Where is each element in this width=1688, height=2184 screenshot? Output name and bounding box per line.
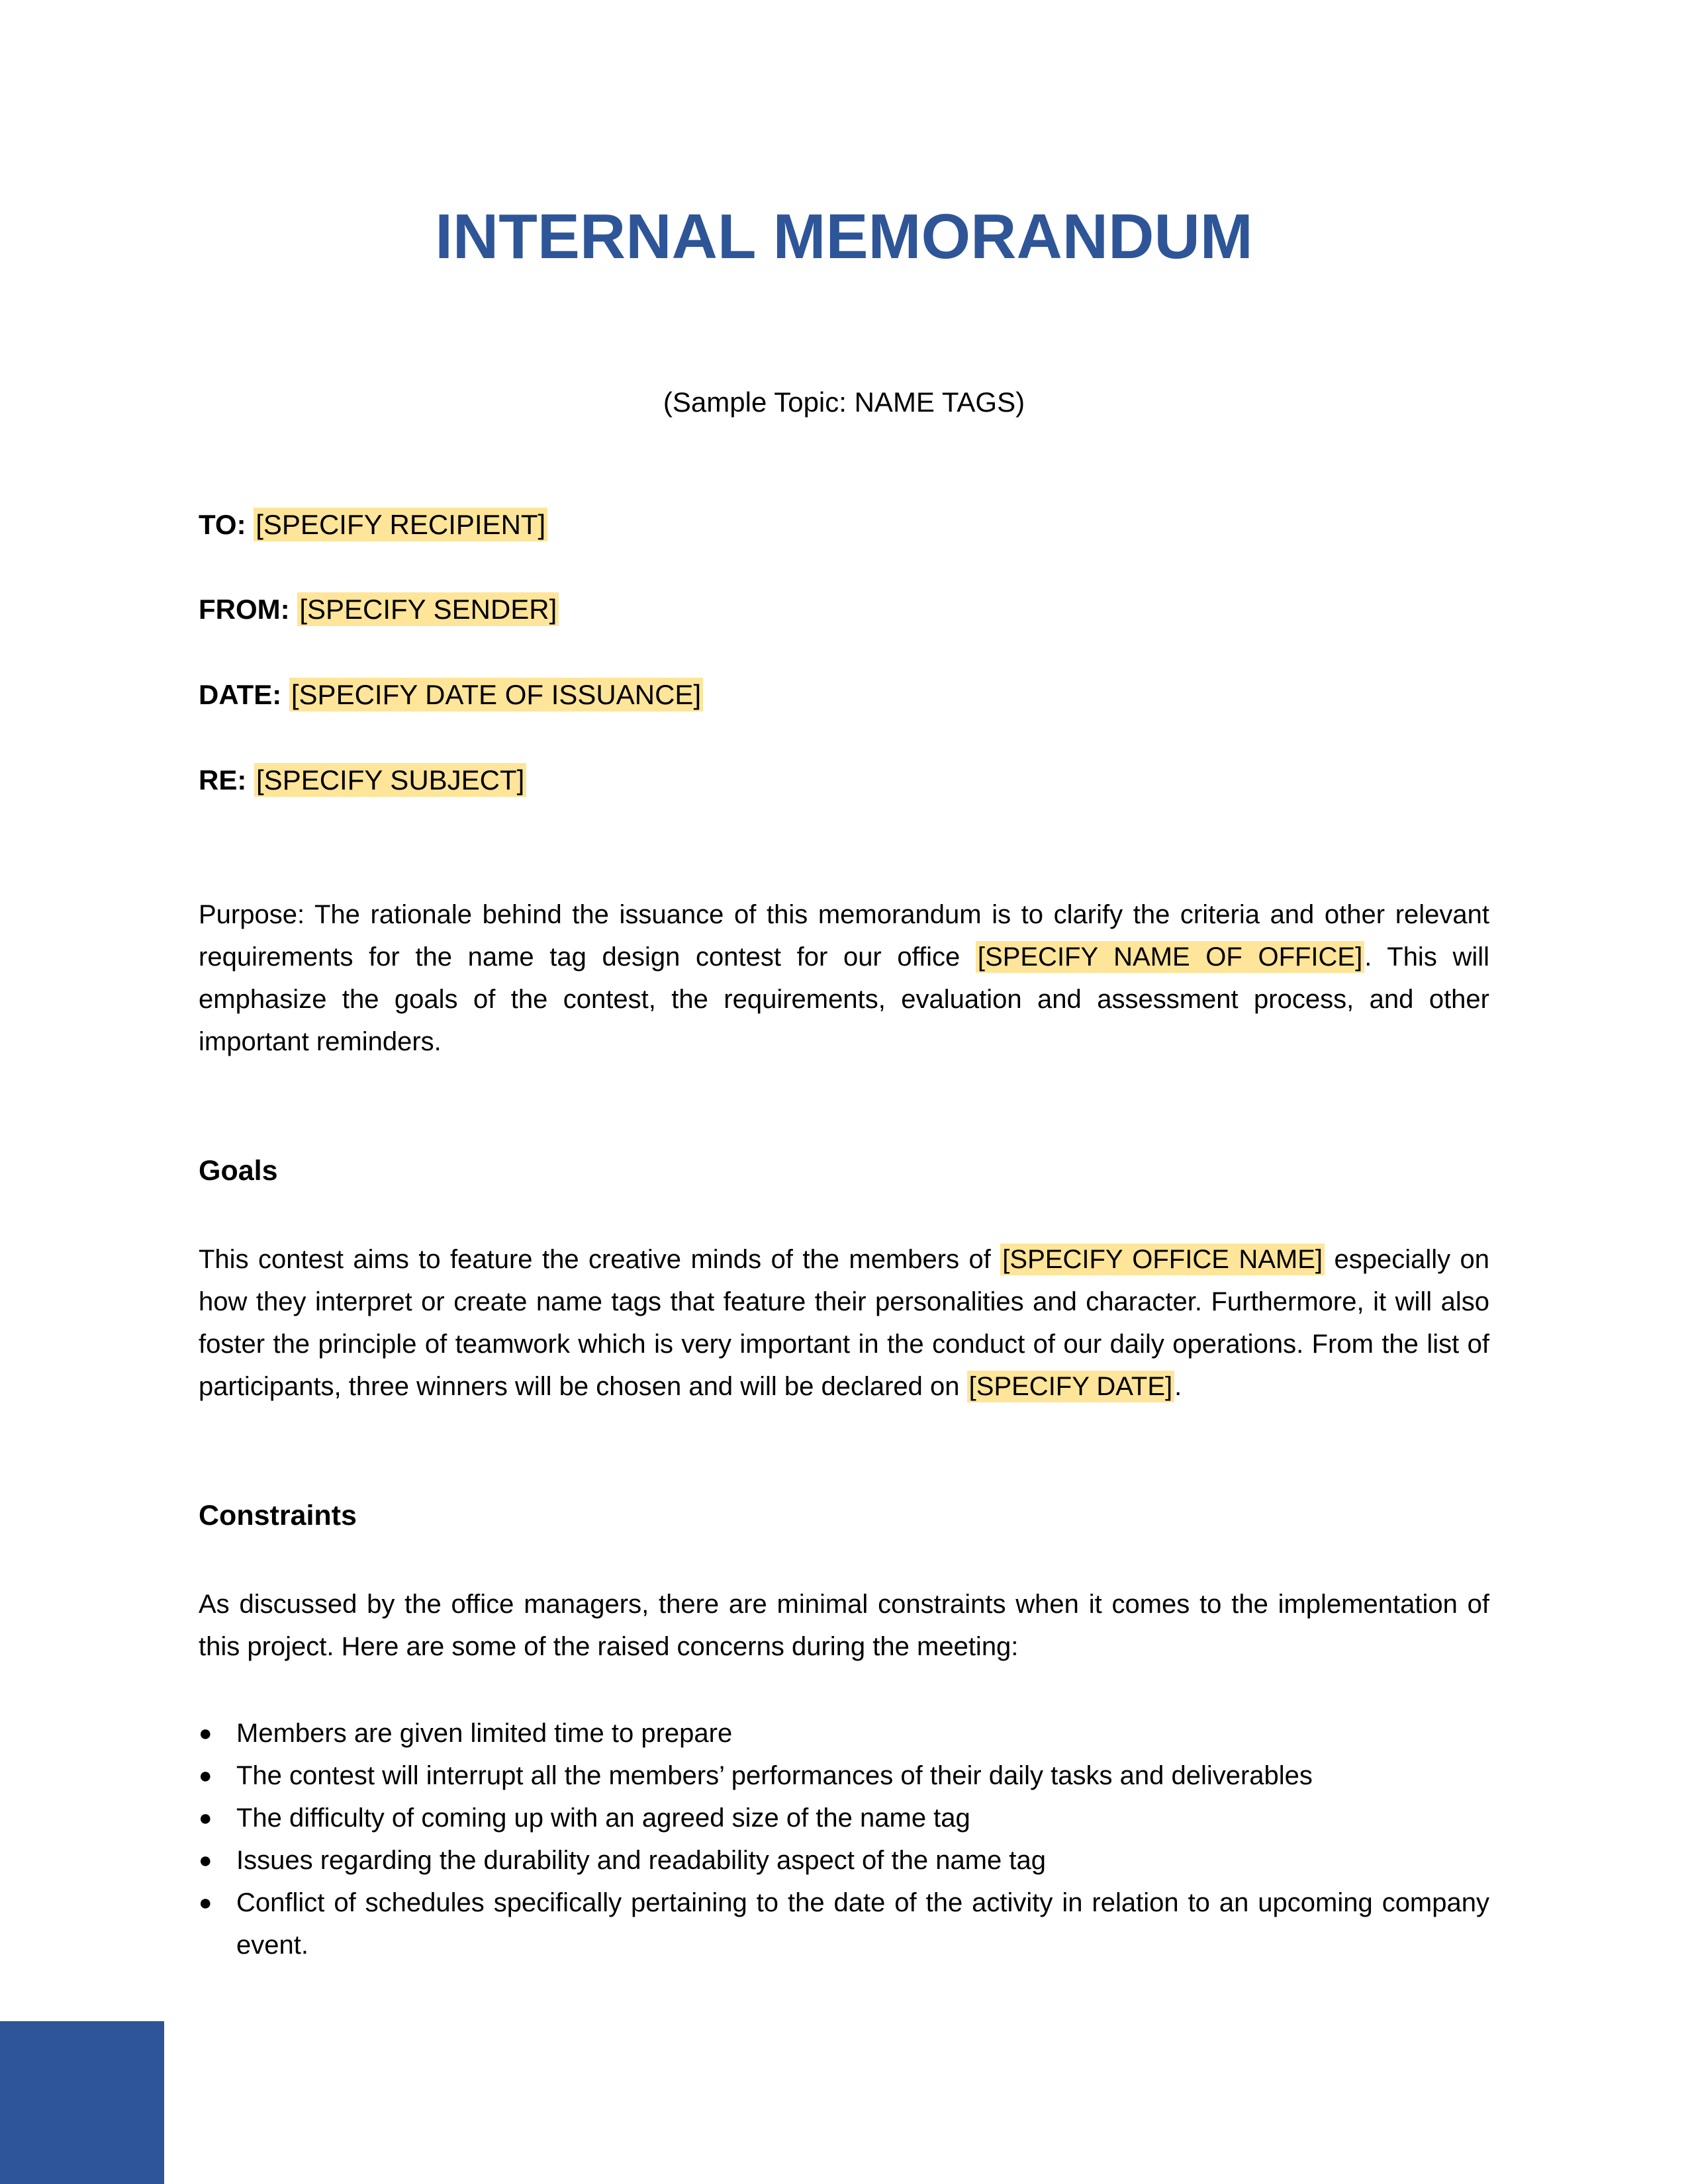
goals-heading: Goals bbox=[199, 1155, 278, 1187]
constraints-intro: As discussed by the office managers, there are minimal constraints when it comes to the implementation of this project. Here are some of the raised concerns during the meeting: bbox=[199, 1590, 1489, 1661]
date-field bbox=[199, 678, 703, 711]
bullet-icon: ● bbox=[199, 1721, 212, 1746]
from-label: FROM: bbox=[199, 594, 290, 625]
bullet-icon: ● bbox=[199, 1890, 212, 1915]
goals-office-placeholder: [SPECIFY OFFICE NAME] bbox=[1000, 1244, 1325, 1275]
memo-subtitle: (Sample Topic: NAME TAGS) bbox=[663, 387, 1025, 418]
goals-text-before: This contest aims to feature the creative minds of the members of bbox=[199, 1245, 1001, 1274]
list-item bbox=[199, 1882, 1489, 1966]
goals-paragraph bbox=[199, 1238, 1489, 1408]
to-label: TO: bbox=[199, 509, 246, 540]
to-field bbox=[199, 508, 547, 541]
list-item-text: The difficulty of coming up with an agreed size of the name tag bbox=[236, 1803, 970, 1833]
list-item bbox=[199, 1797, 1489, 1839]
list-item-text: Members are given limited time to prepare bbox=[236, 1719, 733, 1748]
goals-date-placeholder: [SPECIFY DATE] bbox=[967, 1371, 1174, 1402]
re-field bbox=[199, 764, 526, 797]
purpose-office-placeholder: [SPECIFY NAME OF OFFICE] bbox=[976, 941, 1364, 973]
from-value: [SPECIFY SENDER] bbox=[297, 592, 559, 626]
purpose-text-before: Purpose: The rationale behind the issuance of this memorandum is to clarify the criteria and other relevant requirements for the name tag design contest for our office bbox=[199, 900, 1489, 972]
goals-text-after: . bbox=[1174, 1372, 1182, 1401]
re-value: [SPECIFY SUBJECT] bbox=[254, 763, 526, 797]
goals-text-middle: especially on how they interpret or create name tags that feature their personalities and character. Furthermore, it will also foster the principle of teamwork which is very important in the conduct of our daily operations. From the list of participants, three winners will be chosen and will be declared on bbox=[199, 1245, 1490, 1401]
list-item-text: Conflict of schedules specifically pertaining to the date of the activity in relation to an upcoming company event. bbox=[236, 1888, 1489, 1960]
from-field bbox=[199, 593, 559, 626]
memo-title: INTERNAL MEMORANDUM bbox=[435, 201, 1253, 272]
list-item-text: The contest will interrupt all the members’ performances of their daily tasks and deliverables bbox=[236, 1761, 1313, 1790]
constraints-list bbox=[199, 1712, 1489, 1966]
bullet-icon: ● bbox=[199, 1763, 212, 1788]
list-item bbox=[199, 1839, 1489, 1882]
constraints-heading: Constraints bbox=[199, 1500, 357, 1531]
list-item bbox=[199, 1712, 1489, 1754]
purpose-text-after: . This will emphasize the goals of the contest, the requirements, evaluation and assessment process, and other important reminders. bbox=[199, 942, 1489, 1056]
date-value: [SPECIFY DATE OF ISSUANCE] bbox=[289, 678, 703, 711]
list-item-text: Issues regarding the durability and readability aspect of the name tag bbox=[236, 1846, 1046, 1875]
date-label: DATE: bbox=[199, 679, 282, 710]
bullet-icon: ● bbox=[199, 1848, 212, 1873]
to-value: [SPECIFY RECIPIENT] bbox=[254, 508, 547, 541]
purpose-paragraph bbox=[199, 893, 1489, 1063]
decorative-corner-block bbox=[0, 2021, 164, 2184]
list-item bbox=[199, 1754, 1489, 1797]
bullet-icon: ● bbox=[199, 1805, 212, 1831]
re-label: RE: bbox=[199, 764, 247, 796]
